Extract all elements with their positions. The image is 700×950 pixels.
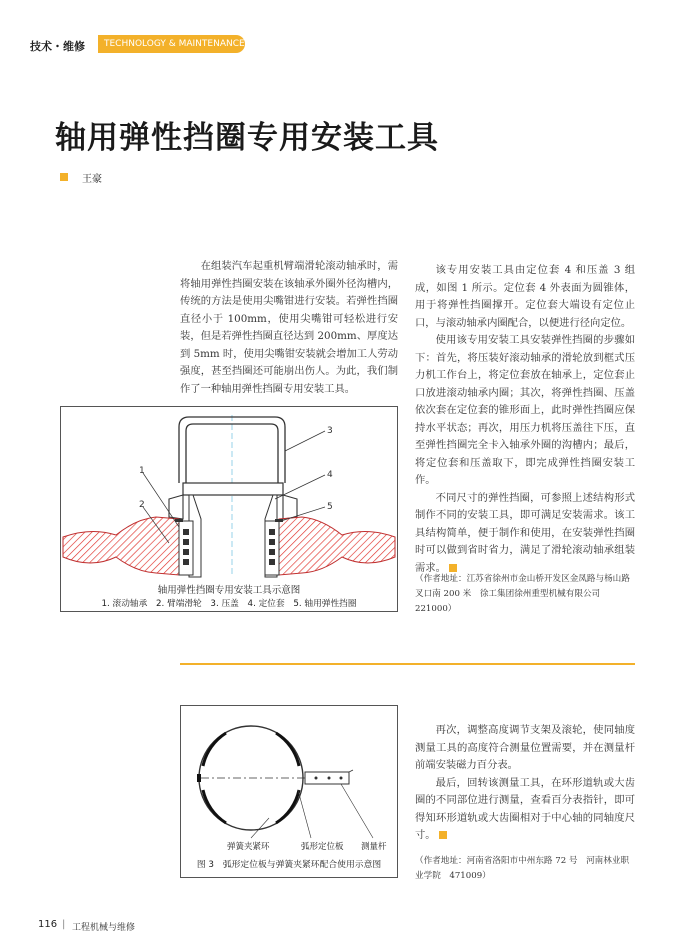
label-arc-plate: 弧形定位板 xyxy=(301,842,344,852)
figure-1-legend: 1. 滚动轴承 2. 臂端滑轮 3. 压盖 4. 定位套 5. 轴用弹性挡圈 xyxy=(101,599,357,609)
paragraph: 再次，调整高度调节支架及滚轮，使同轴度测量工具的高度符合测量位置需要，并在测量杆前端安装磁力百分表。 xyxy=(415,724,635,771)
rod-dot xyxy=(315,777,318,780)
next-article-column xyxy=(415,722,635,845)
callout-5: 5 xyxy=(327,502,333,512)
author-name: 王豪 xyxy=(82,174,102,185)
paragraph: 该专用安装工具由定位套 4 和压盖 3 组成，如图 1 所示。定位套 4 外表面为圆锥体，用于将弹性挡圈撑开。定位套大端设有定位止口，与滚动轴承内圈配合，以便进行径向定位。 xyxy=(415,264,635,329)
callout-4: 4 xyxy=(327,470,333,480)
end-mark-icon xyxy=(439,831,447,839)
paragraph-text: 不同尺寸的弹性挡圈，可参照上述结构形式制作不同的安装工具，即可满足安装需求。该工具结构简单，便于制作和使用，在安装弹性挡圈时可以做到省时省力，满足了滑轮滚动轴承组装需求。 xyxy=(415,491,635,574)
article-title: 轴用弹性挡圈专用安装工具 xyxy=(55,120,439,156)
bearing-roller xyxy=(183,549,189,555)
snap-ring-left xyxy=(175,519,183,522)
section-en-tab: TECHNOLOGY & MAINTENANCE xyxy=(98,35,245,53)
pulley-right xyxy=(279,517,395,575)
paragraph: 使用该专用安装工具安装弹性挡圈的步骤如下：首先，将压装好滚动轴承的滑轮放到框式压力机工作台上，将定位套放在轴承上，定位套止口放进滚动轴承内圈；其次，将弹性挡圈、压盖依次套在定位套的锥形面上，此时弹性挡圈应保持水平状态；再次，用压力机将压盖往下压，直至弹性挡圈完全卡入轴承外圈的沟槽内；最后，将定位套和压盖取下，即完成弹性挡圈安装工作。 xyxy=(415,334,635,486)
leader-rod xyxy=(341,784,373,838)
bearing-roller xyxy=(269,529,275,535)
rod-dot xyxy=(340,777,343,780)
pulley-left xyxy=(63,517,179,575)
figure-3-caption: 图 3 弧形定位板与弹簧夹紧环配合使用示意图 xyxy=(196,860,382,870)
callout-1: 1 xyxy=(139,466,145,476)
locating-block xyxy=(197,774,201,782)
page-number: 116 xyxy=(38,919,58,930)
figure-3-drawing xyxy=(181,706,397,856)
leader-3 xyxy=(285,431,325,451)
next-author-address: （作者地址：河南省洛阳市中州东路 72 号 河南林业职业学院 471009） xyxy=(415,856,630,881)
author-address: （作者地址：江苏省徐州市金山桥开发区金凤路与杨山路叉口南 200 米 徐工集团徐州重型机械有限公司 221000） xyxy=(415,574,630,614)
figure-1-caption: 轴用弹性挡圈专用安装工具示意图 xyxy=(157,585,301,596)
callout-2: 2 xyxy=(139,500,145,510)
bearing-roller xyxy=(269,539,275,545)
paragraph xyxy=(415,490,635,578)
article-right-column xyxy=(415,262,635,577)
figure-1-drawing xyxy=(61,407,397,611)
rod-dot xyxy=(328,777,331,780)
article-left-column xyxy=(180,258,398,398)
bearing-roller xyxy=(183,529,189,535)
bearing-roller xyxy=(183,559,189,565)
paragraph: 在组装汽车起重机臂端滑轮滚动轴承时，需将轴用弹性挡圈安装在该轴承外圈外径沟槽内，传统的方法是使用尖嘴钳进行安装。若弹性挡圈直径小于 100mm，使用尖嘴钳可轻松进行安装，但是若弹性挡圈直径达到 200mm、厚度达到 5mm 时，使用尖嘴钳安装就会增加工人劳动强度，甚至挡圈还可能崩出伤人。为此，我们制作了一种轴用弹性挡圈专用安装工具。 xyxy=(180,260,398,395)
bearing-roller xyxy=(269,549,275,555)
paragraph xyxy=(415,775,635,845)
paragraph-text: 最后，回转该测量工具，在环形道轨或大齿圈的不同部位进行测量，查看百分表指针，即可得知环形道轨或大齿圈相对于中心轴的同轴度尺寸。 xyxy=(415,776,635,841)
label-measuring-rod: 测量杆 xyxy=(361,842,387,852)
figure-3-frame xyxy=(180,705,398,878)
bearing-roller xyxy=(183,539,189,545)
leader-plate xyxy=(298,790,311,838)
article-divider xyxy=(180,663,635,665)
end-mark-icon xyxy=(449,564,457,572)
footer-separator: | xyxy=(62,919,66,930)
press-cover-top xyxy=(183,483,283,495)
press-cover-right xyxy=(283,495,297,519)
rod-end xyxy=(349,770,353,772)
bearing-roller xyxy=(269,559,275,565)
author-marker xyxy=(60,173,68,181)
callout-3: 3 xyxy=(327,426,333,436)
label-spring-clamp: 弹簧夹紧环 xyxy=(227,842,270,852)
section-label: 技术・维修 xyxy=(30,40,85,53)
journal-name: 工程机械与维修 xyxy=(72,923,136,933)
